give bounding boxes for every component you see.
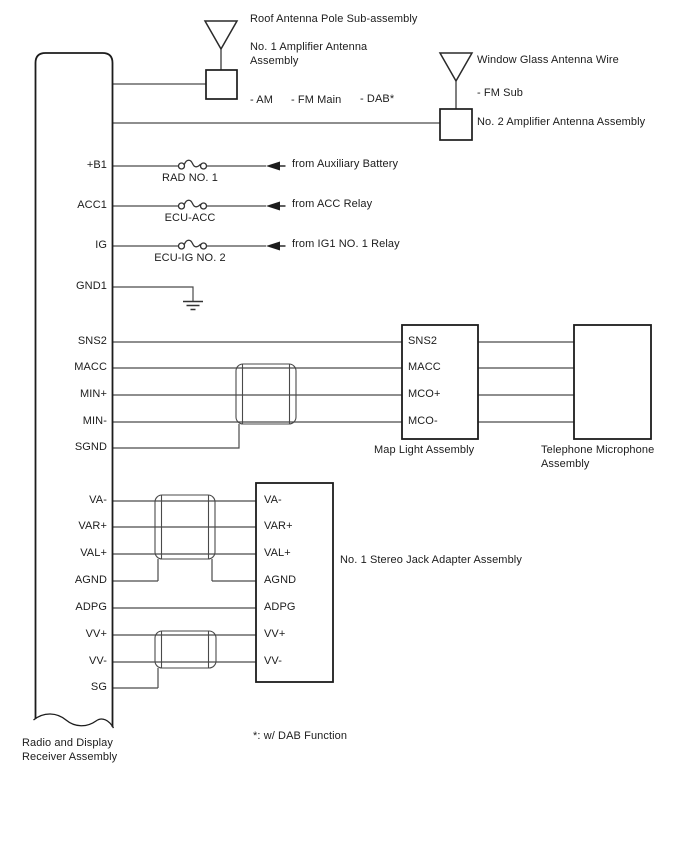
fuse-symbol-ecu-acc <box>179 200 207 209</box>
radio-pin-sns2: SNS2 <box>77 335 107 347</box>
stereo-pin-va-minus: VA- <box>264 494 282 506</box>
stereo-jack-adapter-label: No. 1 Stereo Jack Adapter Assembly <box>340 554 522 566</box>
stereo-pin-vv-plus: VV+ <box>264 628 286 640</box>
radio-pin-agnd: AGND <box>74 574 107 586</box>
band-fm-main-label: - FM Main <box>291 94 342 106</box>
radio-pin-sgnd: SGND <box>74 441 107 453</box>
agnd-shield-wires <box>112 559 256 581</box>
band-fm-sub-label: - FM Sub <box>477 87 524 99</box>
map-light-assembly-label: Map Light Assembly <box>374 444 475 456</box>
fuse-rad-no1-label: RAD NO. 1 <box>162 172 218 184</box>
radio-assembly-label: Radio and Display Receiver Assembly <box>22 737 118 763</box>
radio-pin-gnd1: GND1 <box>76 280 107 292</box>
fuse-ecu-acc-label: ECU-ACC <box>164 212 216 224</box>
ground-wire <box>112 287 193 301</box>
radio-pin-macc: MACC <box>74 361 107 373</box>
maplight-pin-mco-minus: MCO- <box>408 415 438 427</box>
source-acc-relay-label: from ACC Relay <box>292 198 373 210</box>
fuse-symbol-ecu-ig-no2 <box>179 240 207 249</box>
sg-shield-wire <box>112 668 158 688</box>
maplight-pin-macc: MACC <box>408 361 441 373</box>
maplight-pin-mco-plus: MCO+ <box>408 388 441 400</box>
dab-footnote: *: w/ DAB Function <box>253 730 348 742</box>
radio-pin-va-minus: VA- <box>89 494 107 506</box>
amplifier-antenna-1-label: No. 1 Amplifier Antenna Assembly <box>250 41 368 67</box>
glass-antenna-icon <box>440 53 472 109</box>
telephone-microphone-assembly-box <box>574 325 651 439</box>
shielded-cable-symbol-maplight <box>236 364 296 424</box>
torn-edge <box>34 714 114 728</box>
stereo-pin-vv-minus: VV- <box>264 655 283 667</box>
arrow-left-icon <box>266 242 286 251</box>
feed-arrows <box>266 162 286 251</box>
radio-pin-vv-plus: VV+ <box>85 628 107 640</box>
microphone-link-wires <box>478 342 574 422</box>
radio-pin-b1: +B1 <box>86 159 107 171</box>
radio-pin-val-plus: VAL+ <box>80 547 107 559</box>
radio-pin-ig: IG <box>95 239 107 251</box>
radio-pin-var-plus: VAR+ <box>78 520 107 532</box>
glass-antenna-title: Window Glass Antenna Wire <box>477 54 619 66</box>
amplifier-antenna-2-box <box>440 109 472 140</box>
source-aux-battery-label: from Auxiliary Battery <box>292 158 399 170</box>
stereo-pin-val-plus: VAL+ <box>264 547 291 559</box>
roof-antenna-icon <box>205 21 237 70</box>
maplight-pin-sns2: SNS2 <box>408 335 438 347</box>
source-ig1-relay-label: from IG1 NO. 1 Relay <box>292 238 400 250</box>
radio-pin-sg: SG <box>90 681 107 693</box>
arrow-left-icon <box>266 202 286 211</box>
band-dab-label: - DAB* <box>360 93 395 105</box>
stereo-pin-adpg: ADPG <box>264 601 296 613</box>
radio-pin-vv-minus: VV- <box>88 655 107 667</box>
sgnd-shield-wire <box>112 424 239 448</box>
maplight-wires <box>112 342 402 422</box>
radio-pin-min-minus: MIN- <box>82 415 107 427</box>
ground-symbol-icon <box>183 302 203 310</box>
band-am-label: - AM <box>250 94 274 106</box>
amplifier-antenna-2-label: No. 2 Amplifier Antenna Assembly <box>477 116 646 128</box>
roof-antenna-title: Roof Antenna Pole Sub-assembly <box>250 13 418 25</box>
stereo-pin-var-plus: VAR+ <box>264 520 293 532</box>
fuse-ecu-ig-no2-label: ECU-IG NO. 2 <box>154 252 226 264</box>
radio-pin-adpg: ADPG <box>75 601 107 613</box>
radio-pin-min-plus: MIN+ <box>80 388 107 400</box>
telephone-microphone-label: Telephone Microphone Assembly <box>541 444 655 470</box>
amplifier-antenna-1-box <box>206 70 237 99</box>
radio-pin-acc1: ACC1 <box>77 199 107 211</box>
arrow-left-icon <box>266 162 286 171</box>
stereo-pin-agnd: AGND <box>264 574 297 586</box>
fuse-symbol-rad-no1 <box>179 160 207 169</box>
